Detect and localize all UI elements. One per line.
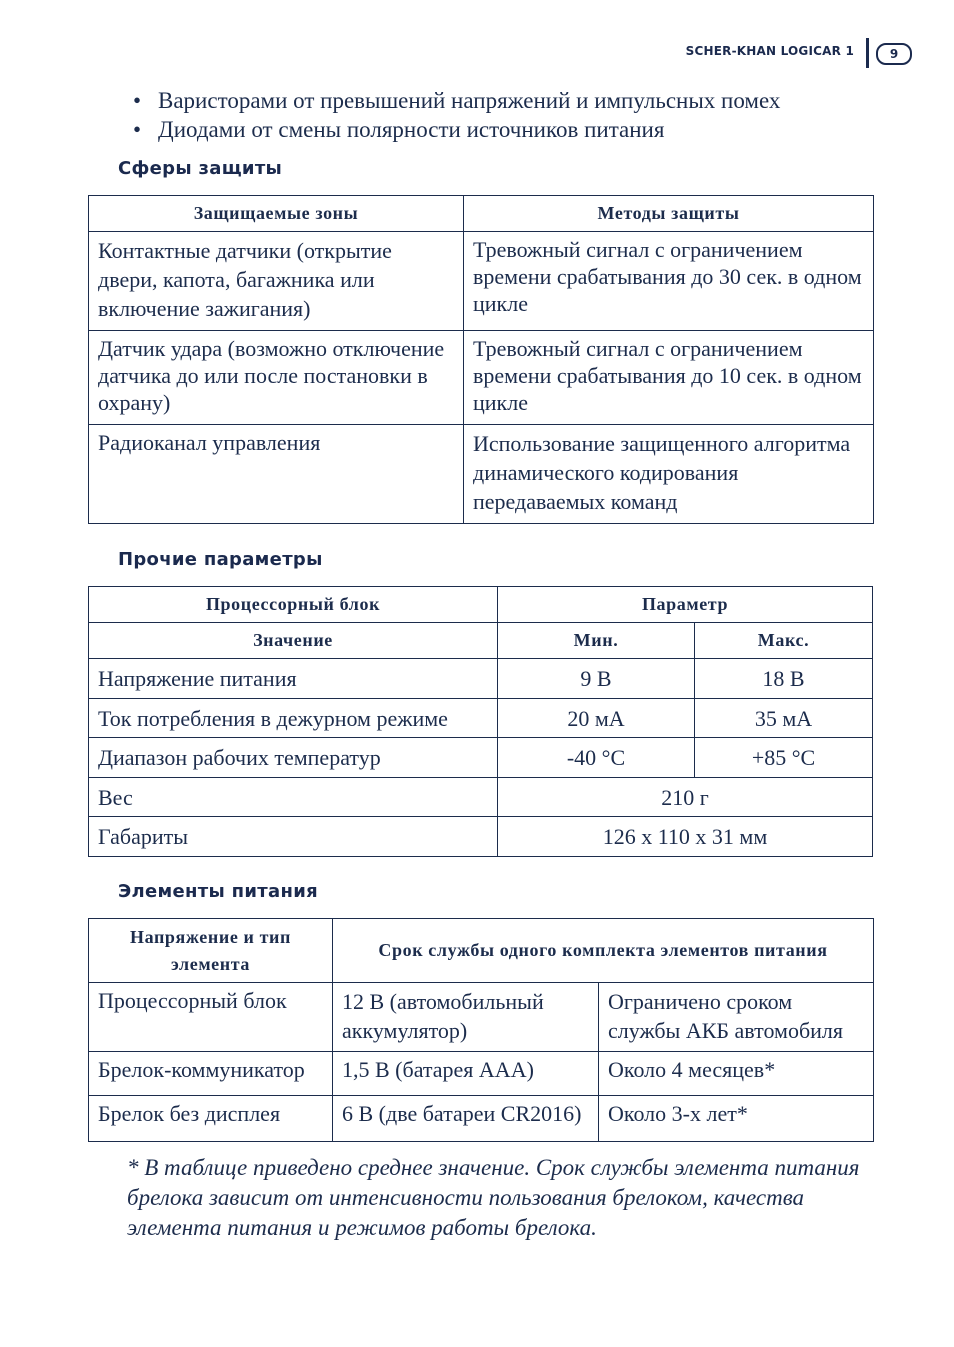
table-cell: 9 В (498, 659, 695, 699)
table-header: Срок службы одного комплекта элементов питания (333, 919, 874, 983)
table-cell: 12 В (автомобильный аккумулятор) (333, 983, 599, 1052)
params-table (88, 586, 873, 857)
table-cell: Использование защищенного алгоритма динамического кодирования передаваемых команд (464, 425, 874, 524)
page-header (0, 38, 954, 68)
table-cell: Ограничено сроком службы АКБ автомобиля (599, 983, 874, 1052)
table-cell: Около 3-х лет* (599, 1096, 874, 1142)
table-cell: Вес (89, 778, 498, 817)
table-cell: Тревожный сигнал с ограничением времени срабатывания до 10 сек. в одном цикле (464, 331, 874, 425)
table-header: Значение (89, 623, 498, 659)
table-cell: 1,5 В (батарея ААА) (333, 1052, 599, 1096)
table-cell: Тревожный сигнал с ограничением времени срабатывания до 30 сек. в одном цикле (464, 232, 874, 331)
table-header: Параметр (498, 587, 873, 623)
table-cell: 18 В (695, 659, 873, 699)
protection-table (88, 195, 874, 524)
table-cell: 20 мА (498, 699, 695, 738)
list-item: • Диодами от смены полярности источников питания (133, 117, 665, 142)
table-cell: -40 °С (498, 738, 695, 778)
table-cell: 6 В (две батареи CR2016) (333, 1096, 599, 1142)
table-header: Макс. (695, 623, 873, 659)
bullet-icon: • (133, 88, 142, 113)
table-header: Напряжение и тип элемента (89, 919, 333, 983)
page-number: 9 (876, 43, 912, 65)
section-title-other: Прочие параметры (118, 549, 323, 570)
section-title-spheres: Сферы защиты (118, 158, 283, 179)
table-cell: Ток потребления в дежурном режиме (89, 699, 498, 738)
table-cell: Контактные датчики (открытие двери, капота, багажника или включение зажигания) (89, 232, 464, 331)
header-divider (866, 38, 869, 68)
bullet-icon: • (133, 117, 142, 142)
table-cell: Напряжение питания (89, 659, 498, 699)
table-header: Процессорный блок (89, 587, 498, 623)
section-title-power: Элементы питания (118, 881, 318, 902)
table-cell: +85 °С (695, 738, 873, 778)
list-item: • Варисторами от превышений напряжений и импульсных помех (133, 88, 781, 113)
table-cell: 35 мА (695, 699, 873, 738)
table-cell: Датчик удара (возможно отключение датчика до или после постановки в охрану) (89, 331, 464, 425)
footnote: * В таблице приведено среднее значение. Срок службы элемента питания брелока зависит от интенсивности пользования брелоком, качества элемента питания и режимов работы брелока. (127, 1155, 860, 1240)
table-cell: 210 г (498, 778, 873, 817)
table-header: Методы защиты (464, 196, 874, 232)
table-cell: Радиоканал управления (89, 425, 464, 524)
table-cell: 126 x 110 x 31 мм (498, 817, 873, 857)
brand-title: SCHER-KHAN LOGICAR 1 (685, 44, 854, 58)
power-table (88, 918, 874, 1142)
table-cell: Брелок без дисплея (89, 1096, 333, 1142)
table-cell: Габариты (89, 817, 498, 857)
table-cell: Процессорный блок (89, 983, 333, 1052)
table-header: Защищаемые зоны (89, 196, 464, 232)
table-cell: Около 4 месяцев* (599, 1052, 874, 1096)
table-cell: Брелок-коммуникатор (89, 1052, 333, 1096)
table-header: Мин. (498, 623, 695, 659)
bullet-list (133, 86, 780, 144)
table-cell: Диапазон рабочих температур (89, 738, 498, 778)
